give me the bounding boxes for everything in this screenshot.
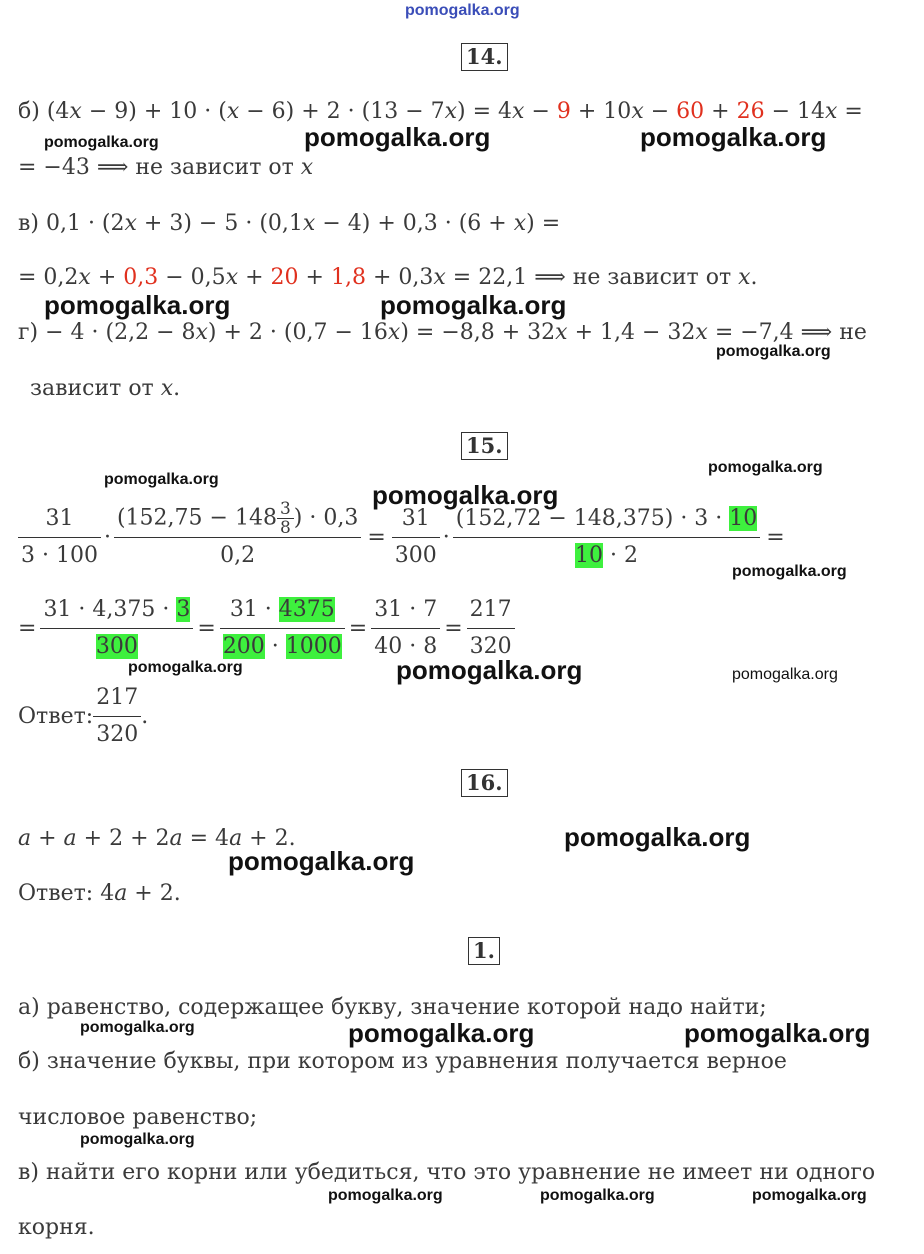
watermark: pomogalka.org — [396, 655, 583, 685]
problem-14-v-line1: в) 0,1 · (2x + 3) − 5 · (0,1x − 4) + 0,3 · (6 + x) = — [18, 211, 561, 236]
problem-14-number: 14. — [461, 43, 508, 71]
watermark: pomogalka.org — [540, 1187, 655, 1204]
watermark: pomogalka.org — [228, 846, 415, 876]
problem-14-g-line2: зависит от x. — [30, 376, 181, 401]
watermark: pomogalka.org — [372, 480, 559, 510]
watermark: pomogalka.org — [80, 1131, 195, 1148]
watermark: pomogalka.org — [752, 1187, 867, 1204]
problem-14-v-line2: = 0,2x + 0,3 − 0,5x + 20 + 1,8 + 0,3x = 22,1 ⟹ не зависит от x. — [18, 265, 758, 290]
problem-1-b-line1: б) значение буквы, при котором из уравнения получается верное — [18, 1049, 787, 1074]
problem-15-row2: = $\frac{31 \cdot 4,375 \cdot 3}{300}$ = $\frac{31 \cdot 4375}{200 \cdot 1000}$ = $\frac{31 \cdot 7}{40 \cdot 8}$ = $\frac{217}{320}$ — [18, 592, 515, 665]
watermark: pomogalka.org — [732, 666, 838, 683]
watermark: pomogalka.org — [716, 343, 831, 360]
fraction: $\frac{31 \cdot 4,375 \cdot 3}{300}$ — [40, 592, 193, 665]
problem-16-number: 16. — [461, 769, 508, 797]
fraction: $\frac{31}{3 \cdot 100}$ — [18, 501, 101, 574]
watermark: pomogalka.org — [44, 290, 231, 320]
problem-1-v-line1: в) найти его корни или убедиться, что это уравнение не имеет ни одного — [18, 1160, 876, 1185]
problem-1-a: а) равенство, содержащее букву, значение которой надо найти; — [18, 995, 767, 1020]
watermark: pomogalka.org — [328, 1187, 443, 1204]
problem-1-number: 1. — [468, 937, 500, 965]
problem-14-g-line1: г) − 4 · (2,2 − 8x) + 2 · (0,7 − 16x) = −8,8 + 32x + 1,4 − 32x = −7,4 ⟹ не — [18, 320, 867, 345]
fraction: $\frac{31 \cdot 4375}{200 \cdot 1000}$ — [220, 592, 345, 665]
answer-fraction: $\frac{217}{320}$ — [93, 680, 141, 753]
problem-1-b-line2: числовое равенство; — [18, 1105, 258, 1130]
fraction: $\frac{31 \cdot 7}{40 \cdot 8}$ — [371, 592, 440, 665]
problem-15-number: 15. — [461, 432, 508, 460]
problem-1-v-line2: корня. — [18, 1215, 95, 1240]
problem-14-b-line2: = −43 ⟹ не зависит от x — [18, 155, 314, 180]
header-site-watermark: pomogalka.org — [405, 2, 520, 19]
mixed-fraction: $\frac{3}{8}$ — [277, 500, 294, 537]
watermark: pomogalka.org — [640, 122, 827, 152]
problem-15-answer: Ответ: $\frac{217}{320}$ . — [18, 680, 148, 753]
watermark: pomogalka.org — [732, 563, 847, 580]
watermark: pomogalka.org — [80, 1019, 195, 1036]
problem-16-equation: a + a + 2 + 2a = 4a + 2. — [18, 826, 296, 851]
watermark: pomogalka.org — [684, 1018, 871, 1048]
problem-15-row1: $\frac{31}{3 \cdot 100}$ · (152,75 − 148 $\frac{3}{8}$ ) · 0,3 0,2 = $\frac{31}{300}$ · $\frac{(152,72 - 148,375) \cdot 3 \cdot 10}{10 \cdot 2}$ = — [18, 500, 791, 574]
fraction: $\frac{217}{320}$ — [467, 592, 515, 665]
watermark: pomogalka.org — [128, 659, 243, 676]
watermark: pomogalka.org — [708, 459, 823, 476]
watermark: pomogalka.org — [104, 471, 219, 488]
watermark: pomogalka.org — [348, 1018, 535, 1048]
problem-16-answer: Ответ: 4a + 2. — [18, 881, 181, 906]
watermark: pomogalka.org — [304, 122, 491, 152]
problem-14-b-line1: б) (4x − 9) + 10 · (x − 6) + 2 · (13 − 7x) = 4x − 9 + 10x − 60 + 26 − 14x = — [18, 99, 863, 124]
watermark: pomogalka.org — [564, 822, 751, 852]
fraction: $\frac{(152,72 - 148,375) \cdot 3 \cdot 10}{10 \cdot 2}$ — [453, 501, 761, 574]
fraction: $\frac{31}{300}$ — [392, 501, 440, 574]
watermark: pomogalka.org — [44, 134, 159, 151]
fraction: (152,75 − 148 $\frac{3}{8}$ ) · 0,3 0,2 — [114, 500, 361, 574]
watermark: pomogalka.org — [380, 290, 567, 320]
